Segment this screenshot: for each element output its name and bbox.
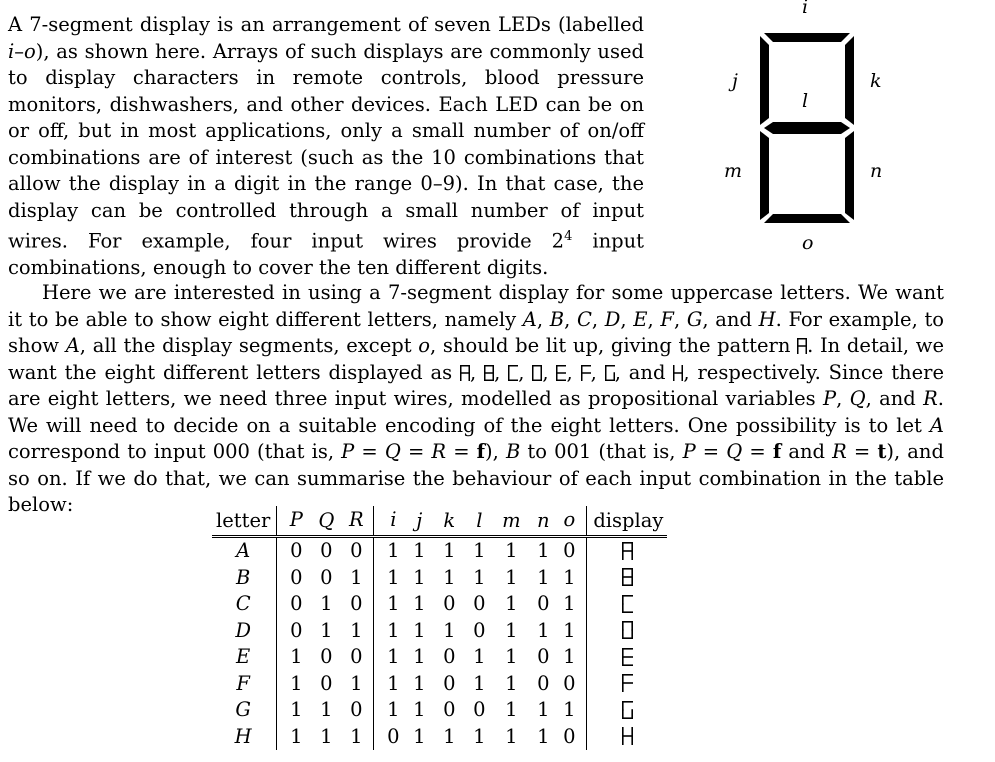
cell-display-glyph [587,697,668,724]
cell-r: 1 [350,565,363,589]
label-m: m [724,160,743,182]
label-n: n [870,160,883,182]
cell-o: 1 [563,698,576,722]
body-paragraph: Here we are interested in using a 7-segment display for some uppercase letters. We want it to be able to show eight different letters, namely A, B, C, D, E, F, G, and H. For example, to show A, all the display segments, except o, should be lit up, giving the pattern . In detail, we want the eight different letters displayed as , , , , , , , and , respectively. Since there are eight letters, we need three input wires, modelled as propositional variables P, Q, and R. We will need to decide on a suitable encoding of the eight letters. One possibility is to let A correspond to input 000 (that is, P = Q = R = f), B to 001 (that is, P = Q = f and R = t), and so on. If we do that, we can summarise the behaviour of each input combination in the table below: [8,281,945,516]
inline-glyph-h [673,365,683,381]
cell-p: 1 [277,697,308,724]
col-header-r: R [348,507,364,531]
cell-letter: C [235,592,251,616]
cell-j: 1 [413,565,426,589]
inline-glyph-d [532,365,542,381]
cell-letter: E [236,645,251,669]
table-row [212,670,667,697]
cell-k: 0 [443,671,456,695]
truth-table [212,506,667,750]
cell-i: 1 [374,564,405,591]
cell-q: 0 [320,645,333,669]
inline-glyph-f [581,365,591,381]
cell-m: 1 [505,645,518,669]
col-header-display: display [587,506,668,536]
cell-k: 0 [443,592,456,616]
cell-q: 0 [320,671,333,695]
inline-glyph-g [605,365,615,381]
cell-m: 1 [505,698,518,722]
inline-glyph-c [508,365,518,381]
cell-l: 1 [473,724,486,748]
segment-l [764,122,850,134]
cell-n: 0 [537,645,550,669]
table-row [212,723,667,750]
seven-segment-diagram [720,0,890,260]
cell-j: 1 [413,645,426,669]
table-body [212,536,667,750]
cell-l: 1 [473,671,486,695]
cell-letter: G [235,698,251,722]
cell-i: 1 [374,697,405,724]
cell-p: 0 [277,536,308,564]
cell-k: 1 [443,618,456,642]
inline-glyph-e [556,365,566,381]
cell-k: 1 [443,539,456,563]
cell-r: 0 [350,645,363,669]
cell-display-glyph [587,644,668,671]
cell-k: 0 [443,645,456,669]
cell-letter: A [236,539,251,563]
cell-letter: F [236,671,250,695]
cell-l: 0 [473,698,486,722]
table-row [212,591,667,618]
label-l: l [802,90,809,112]
cell-display-glyph [587,617,668,644]
cell-j: 1 [413,698,426,722]
cell-m: 1 [505,618,518,642]
cell-letter: H [234,724,252,748]
cell-m: 1 [505,724,518,748]
cell-o: 0 [563,671,576,695]
cell-m: 1 [505,565,518,589]
cell-k: 1 [443,724,456,748]
cell-o: 0 [563,724,576,748]
cell-p: 0 [277,591,308,618]
cell-k: 0 [443,698,456,722]
cell-n: 1 [537,539,550,563]
col-header-p: P [277,506,308,536]
cell-i: 1 [374,591,405,618]
cell-n: 1 [537,724,550,748]
cell-q: 1 [320,592,333,616]
cell-o: 1 [563,565,576,589]
cell-p: 1 [277,644,308,671]
col-header-n: n [537,508,550,532]
segment-k [845,36,854,125]
cell-r: 0 [350,698,363,722]
col-header-m: m [502,508,521,532]
cell-n: 0 [537,592,550,616]
table-row [212,564,667,591]
cell-l: 0 [473,618,486,642]
col-header-i: i [374,506,405,536]
cell-o: 0 [563,539,576,563]
col-header-j: j [416,508,423,532]
intro-paragraph: A 7-segment display is an arrangement of seven LEDs (labelled i–o), as shown here. Arrays of such displays are commonly used to display characters in remote controls, blood pressure monitors, dishwashers, and other devices. Each LED can be on or off, but in most applications, only a small number of on/off combinations are of interest (such as the 10 combinations that allow the display in a digit in the range 0–9). In that case, the display can be controlled through a small number of input wires. For example, four input wires provide $2^4$ input combinations, enough to cover the ten different digits. [8,13,645,279]
cell-n: 0 [537,671,550,695]
label-j: j [732,70,738,92]
cell-p: 1 [277,723,308,750]
segment-o [764,214,850,223]
table-row [212,697,667,724]
table-row [212,536,667,564]
cell-j: 1 [413,671,426,695]
cell-r: 1 [350,724,363,748]
col-header-o: o [563,507,576,531]
cell-l: 1 [473,645,486,669]
cell-m: 1 [505,539,518,563]
segment-i [764,33,850,42]
cell-q: 1 [320,724,333,748]
cell-l: 0 [473,592,486,616]
cell-q: 1 [320,618,333,642]
cell-o: 1 [563,645,576,669]
cell-letter: D [235,618,251,642]
cell-i: 1 [374,670,405,697]
label-k: k [870,70,882,92]
cell-i: 1 [374,617,405,644]
segment-m [760,131,769,220]
cell-letter: B [235,565,251,589]
table-row [212,644,667,671]
cell-o: 1 [563,592,576,616]
cell-m: 1 [505,592,518,616]
cell-q: 1 [320,698,333,722]
cell-j: 1 [413,592,426,616]
cell-display-glyph [587,564,668,591]
label-i: i [802,0,809,18]
cell-p: 0 [277,617,308,644]
cell-display-glyph [587,670,668,697]
table-header-row [212,506,667,536]
cell-q: 0 [320,539,333,563]
cell-n: 1 [537,618,550,642]
cell-i: 0 [374,723,405,750]
cell-m: 1 [505,671,518,695]
label-o: o [802,232,814,254]
cell-q: 0 [320,565,333,589]
cell-j: 1 [413,618,426,642]
cell-j: 1 [413,724,426,748]
inline-glyph-a2 [460,365,470,381]
cell-p: 0 [277,564,308,591]
cell-r: 0 [350,592,363,616]
cell-l: 1 [473,539,486,563]
table-row [212,617,667,644]
cell-i: 1 [374,536,405,564]
segment-j [760,36,769,125]
col-header-l: l [476,508,483,532]
cell-o: 1 [563,618,576,642]
segment-n [845,131,854,220]
col-header-k: k [443,508,456,532]
col-header-q: Q [318,508,335,532]
cell-display-glyph [587,536,668,564]
cell-l: 1 [473,565,486,589]
cell-j: 1 [413,539,426,563]
cell-display-glyph [587,723,668,750]
cell-r: 1 [350,671,363,695]
cell-i: 1 [374,644,405,671]
seven-segment-graphic [720,0,890,260]
cell-p: 1 [277,670,308,697]
cell-n: 1 [537,565,550,589]
col-header-letter: letter [216,508,271,532]
cell-n: 1 [537,698,550,722]
cell-r: 0 [350,539,363,563]
cell-display-glyph [587,591,668,618]
cell-r: 1 [350,618,363,642]
cell-k: 1 [443,565,456,589]
inline-glyph-a [797,338,807,354]
inline-glyph-b [484,365,494,381]
